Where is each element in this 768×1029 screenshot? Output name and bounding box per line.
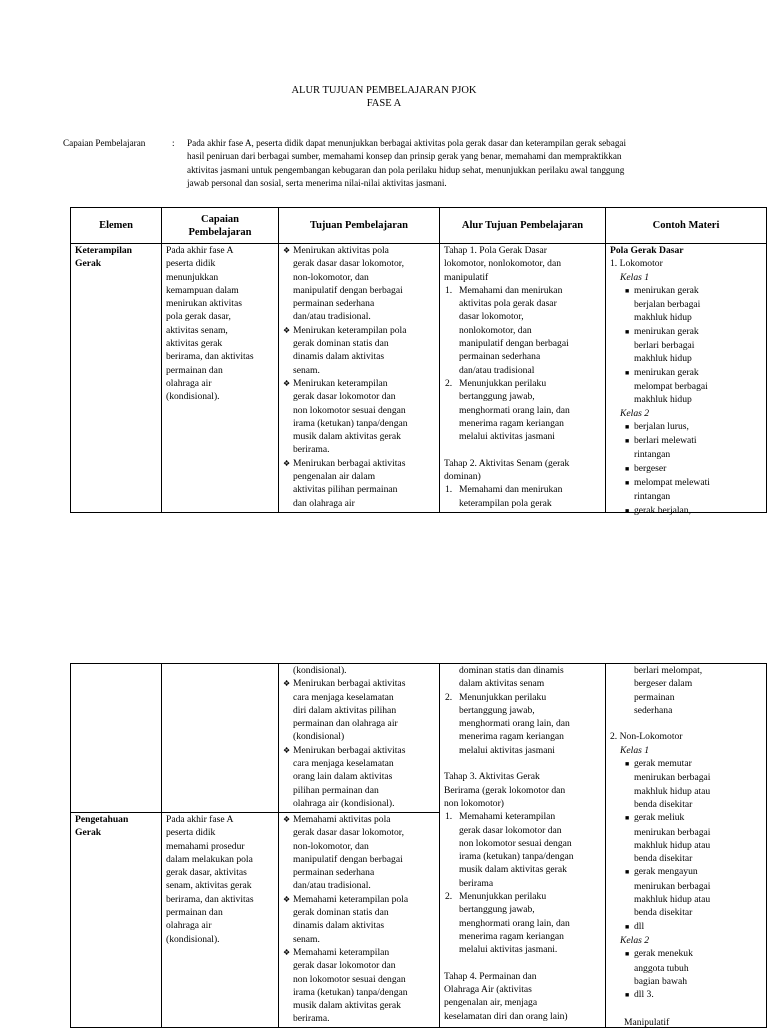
capaian-cell-line: gerak dasar, aktivitas [166, 867, 247, 879]
tujuan-item [283, 744, 435, 757]
tujuan-line: dan/atau tradisional. [293, 880, 371, 892]
tujuan-line: non-lokomotor, dan [293, 840, 369, 852]
tujuan-line: aktivitas pilihan permainan [293, 484, 398, 496]
materi-text: gerak menekuk [634, 948, 693, 960]
materi-item [610, 434, 762, 448]
square-bullet-icon: ■ [625, 922, 630, 931]
alur-line: menghormati orang lain, dan [459, 718, 570, 730]
capaian-cell-line: berirama, dan aktivitas [166, 351, 254, 363]
materi-line: benda disekitar [634, 853, 693, 865]
tujuan-text: Memahami keterampilan [293, 946, 390, 958]
tujuan-line: permainan dan olahraga air [293, 718, 398, 730]
square-bullet-icon: ■ [625, 506, 630, 515]
tujuan-item [283, 377, 435, 390]
capaian-cell-line: permainan dan [166, 907, 223, 919]
alur-heading-line: non lokomotor) [444, 797, 504, 809]
item-number: 1. [445, 284, 453, 296]
alur-heading-line: Berirama (gerak lokomotor dan [444, 784, 566, 796]
tujuan-item [283, 893, 435, 906]
alur-line: berirama [459, 877, 494, 889]
alur-line: menerima ragam keriangan [459, 731, 564, 743]
materi-text: bergeser [634, 462, 667, 474]
alur-item [444, 483, 601, 496]
alur-text: Memahami keterampilan [459, 811, 556, 823]
materi-line: benda disekitar [634, 907, 693, 919]
tujuan-item [283, 677, 435, 690]
cell-tujuan-2 [279, 813, 440, 1028]
cell-tujuan [279, 244, 440, 513]
materi-kelas: Kelas 1 [620, 271, 650, 283]
cell-alur [440, 244, 606, 513]
materi-line: rintangan [634, 491, 671, 503]
materi-line: benda disekitar [634, 798, 693, 810]
cell-tujuan-cont [279, 664, 440, 813]
alur-line: permainan sederhana [459, 351, 541, 363]
materi-text: gerak berjalan, [634, 504, 691, 516]
tujuan-line: (kondisional). [293, 665, 347, 676]
square-bullet-icon: ■ [625, 814, 630, 823]
alur-heading-line: Tahap 3. Aktivitas Gerak [444, 771, 540, 783]
tujuan-line: diri dalam aktivitas pilihan [293, 704, 397, 716]
item-number: 1. [445, 484, 453, 496]
alur-line: manipulatif dengan berbagai [459, 338, 569, 350]
alur-item [444, 377, 601, 390]
elemen-line: Keterampilan [75, 245, 133, 256]
diamond-bullet-icon: ❖ [283, 745, 291, 755]
alur-line: menerima ragam keriangan [459, 417, 564, 429]
alur-item [444, 890, 601, 903]
materi-text: gerak meliuk [634, 812, 685, 824]
materi-line: menirukan berbagai [634, 880, 711, 892]
tujuan-item [283, 813, 435, 826]
materi-kelas: Kelas 2 [620, 934, 650, 946]
tujuan-item [283, 946, 435, 959]
diamond-bullet-icon: ❖ [283, 815, 291, 824]
square-bullet-icon: ■ [625, 464, 630, 473]
capaian-cell-line: (kondisional). [166, 933, 220, 945]
materi-text: melompat melewati [634, 477, 710, 489]
alur-line: keterampilan pola gerak [459, 497, 552, 509]
materi-line: menirukan berbagai [634, 826, 711, 838]
capaian-line: Pada akhir fase A, peserta didik dapat menunjukkan berbagai aktivitas pola gerak dasar dan keterampilan gerak sebagai [187, 138, 627, 148]
alur-line: bertanggung jawab, [459, 391, 535, 403]
spacer [610, 717, 762, 730]
square-bullet-icon: ■ [625, 868, 630, 877]
tujuan-line: cara menjaga keselamatan [293, 758, 394, 770]
capaian-line: jawab personal dan sosial, serta menerima nilai-nilai aktivitas jasmani. [187, 178, 447, 189]
tujuan-text: Menirukan berbagai aktivitas [293, 457, 406, 469]
tujuan-line: cara menjaga keselamatan [293, 691, 394, 703]
cell-contoh-cont [606, 664, 767, 1028]
materi-line: berlari berbagai [634, 340, 695, 352]
tujuan-line: non lokomotor sesuai dengan [293, 404, 406, 416]
tujuan-item [283, 324, 435, 337]
tujuan-line: (kondisional) [293, 731, 345, 743]
diamond-bullet-icon: ❖ [283, 325, 291, 335]
diamond-bullet-icon: ❖ [283, 894, 291, 904]
tujuan-line: orang lain dalam aktivitas [293, 771, 393, 783]
materi-line: makhluk hidup [634, 394, 692, 406]
tujuan-line: pilihan permainan dan [293, 784, 379, 796]
tujuan-line: dan olahraga air [293, 497, 355, 509]
alur-heading-line: Tahap 2. Aktivitas Senam (gerak [444, 457, 570, 469]
tujuan-line: dan/atau tradisional. [293, 311, 371, 323]
tujuan-line: gerak dominan statis dan [293, 907, 389, 919]
alur-line: non lokomotor sesuai dengan [459, 837, 572, 849]
square-bullet-icon: ■ [625, 286, 630, 295]
cell-capaian-cont [162, 664, 279, 813]
capaian-cell-line: menirukan aktivitas [166, 298, 242, 310]
materi-item [610, 920, 762, 934]
tujuan-line: musik dalam aktivitas gerak [293, 431, 401, 443]
capaian-cell-line: menunjukkan [166, 271, 219, 283]
elemen-line: Gerak [75, 258, 102, 270]
alur-heading-line: manipulatif [444, 271, 489, 283]
capaian-cell-line: permainan dan [166, 364, 223, 376]
item-number: 2. [445, 891, 453, 903]
cell-capaian [162, 244, 279, 513]
tujuan-line: gerak dasar lokomotor dan [293, 960, 396, 972]
alur-item [444, 691, 601, 704]
materi-line: melompat berbagai [634, 380, 708, 392]
materi-item [610, 325, 762, 339]
tujuan-line: non lokomotor sesuai dengan [293, 973, 406, 985]
diamond-bullet-icon: ❖ [283, 947, 291, 957]
alur-line: musik dalam aktivitas gerak [459, 864, 567, 876]
capaian-line: aktivitas jasmani untuk pengembangan kebugaran dan pola perilaku hidup sehat, menunjukkan perilaku awal tanggung [187, 164, 625, 175]
capaian-line: hasil peniruan dari berbagai sumber, memahami konsep dan prinsip gerak yang benar, memahami dan mempraktikkan [187, 151, 622, 162]
materi-line: berjalan berbagai [634, 299, 701, 311]
header-tujuan: Tujuan Pembelajaran [279, 208, 440, 244]
alur-line: nonlokomotor, dan [459, 324, 532, 336]
spacer [444, 957, 601, 970]
materi-kelas: Kelas 2 [620, 407, 650, 419]
tujuan-text: Menirukan berbagai aktivitas [293, 744, 406, 756]
square-bullet-icon: ■ [625, 422, 630, 431]
alur-line: menghormati orang lain, dan [459, 404, 570, 416]
alur-heading-line: Tahap 1. Pola Gerak Dasar [444, 245, 547, 256]
materi-text: menirukan gerak [634, 325, 699, 337]
tujuan-line: dinamis dalam aktivitas [293, 351, 385, 363]
tujuan-line: senam. [293, 933, 320, 945]
capaian-cell-line: peserta didik [166, 258, 216, 270]
tujuan-line: senam. [293, 364, 320, 376]
tujuan-line: dinamis dalam aktivitas [293, 920, 385, 932]
materi-line: sederhana [634, 704, 673, 716]
materi-item [610, 865, 762, 879]
materi-subheading: 1. Lokomotor [610, 258, 663, 270]
tujuan-item [283, 244, 435, 257]
tujuan-line: pengenalan air dalam [293, 471, 376, 483]
materi-item [610, 811, 762, 825]
square-bullet-icon: ■ [625, 479, 630, 488]
materi-subheading: 2. Non-Lokomotor [610, 731, 683, 743]
materi-text: menirukan gerak [634, 284, 699, 296]
elemen-line: Pengetahuan [75, 814, 129, 825]
alur-item [444, 810, 601, 823]
alur-line: melalui aktivitas jasmani [459, 431, 555, 443]
alur-text: Memahami dan menirukan [459, 284, 563, 296]
spacer [444, 757, 601, 770]
atp-table-part-1 [70, 207, 767, 516]
materi-item [610, 988, 762, 1002]
capaian-cell-line: (kondisional). [166, 391, 220, 403]
materi-item [610, 366, 762, 380]
header-capaian-line: Pembelajaran [188, 226, 252, 238]
tujuan-line: gerak dominan statis dan [293, 338, 389, 350]
materi-item [610, 476, 762, 490]
capaian-text [187, 137, 707, 191]
capaian-colon: : [172, 138, 175, 148]
alur-line: dominan statis dan dinamis [459, 665, 564, 676]
alur-line: gerak dasar lokomotor dan [459, 824, 562, 836]
materi-line: bergeser dalam [634, 678, 693, 690]
tujuan-line: irama (ketukan) tanpa/dengan [293, 417, 408, 429]
capaian-cell-line: memahami prosedur [166, 840, 245, 852]
materi-line: rintangan [634, 449, 671, 461]
alur-heading-line: dominan) [444, 471, 481, 483]
materi-line: makhluk hidup [634, 312, 692, 324]
materi-line: bagian bawah [634, 975, 688, 987]
materi-line: makhluk hidup [634, 353, 692, 365]
tujuan-item [283, 457, 435, 470]
capaian-cell-line: olahraga air [166, 377, 212, 389]
capaian-cell-line: kemampuan dalam [166, 284, 239, 296]
alur-line: bertanggung jawab, [459, 704, 535, 716]
cell-elemen-cont [71, 664, 162, 813]
tujuan-line: gerak dasar lokomotor dan [293, 391, 396, 403]
square-bullet-icon: ■ [625, 991, 630, 1000]
alur-heading-line: lokomotor, nonlokomotor, dan [444, 258, 562, 270]
tujuan-text: Memahami keterampilan pola [293, 893, 409, 905]
square-bullet-icon: ■ [625, 950, 630, 959]
capaian-cell-line: peserta didik [166, 827, 216, 839]
alur-heading-line: keselamatan diri dan orang lain) [444, 1010, 568, 1022]
header-capaian [162, 208, 279, 244]
alur-line: bertanggung jawab, [459, 904, 535, 916]
tujuan-text: Menirukan keterampilan [293, 377, 388, 389]
alur-line: melalui aktivitas jasmani. [459, 944, 558, 956]
capaian-cell-line: olahraga air [166, 920, 212, 932]
capaian-cell-line: aktivitas gerak [166, 338, 223, 350]
square-bullet-icon: ■ [625, 437, 630, 446]
cell-alur-cont [440, 664, 606, 1028]
capaian-cell-line: dalam melakukan pola [166, 853, 253, 865]
alur-item [444, 284, 601, 297]
tujuan-line: manipulatif dengan berbagai [293, 284, 403, 296]
alur-line: melalui aktivitas jasmani [459, 744, 555, 756]
alur-heading-line: pengenalan air, menjaga [444, 997, 538, 1009]
tujuan-line: berirama. [293, 1013, 330, 1025]
alur-text: Menunjukkan perilaku [459, 377, 547, 389]
materi-line: berlari melompat, [634, 665, 703, 676]
tujuan-text: Memahami aktivitas pola [293, 814, 391, 825]
alur-text: Menunjukkan perilaku [459, 691, 547, 703]
materi-line: makhluk hidup atau [634, 894, 711, 906]
tujuan-text: Menirukan berbagai aktivitas [293, 678, 406, 690]
tujuan-line: manipulatif dengan berbagai [293, 853, 403, 865]
item-number: 2. [445, 377, 453, 389]
materi-text: berjalan lurus, [634, 420, 689, 432]
tujuan-text: Menirukan aktivitas pola [293, 245, 389, 256]
spacer [610, 1002, 762, 1015]
materi-item [610, 504, 762, 518]
header-contoh: Contoh Materi [606, 208, 767, 244]
materi-item [610, 462, 762, 476]
diamond-bullet-icon: ❖ [283, 679, 291, 689]
atp-table-part-2 [70, 663, 767, 1028]
tujuan-line: berirama. [293, 444, 330, 456]
capaian-cell-line: pola gerak dasar, [166, 311, 231, 323]
diamond-bullet-icon: ❖ [283, 378, 291, 388]
alur-text: Menunjukkan perilaku [459, 891, 547, 903]
materi-line: makhluk hidup atau [634, 785, 711, 797]
header-alur: Alur Tujuan Pembelajaran [440, 208, 606, 244]
square-bullet-icon: ■ [625, 327, 630, 336]
tujuan-line: gerak dasar dasar lokomotor, [293, 258, 404, 270]
materi-text: dll [634, 920, 645, 932]
elemen-line: Gerak [75, 827, 102, 839]
square-bullet-icon: ■ [625, 760, 630, 769]
item-number: 1. [445, 811, 453, 823]
diamond-bullet-icon: ❖ [283, 246, 291, 255]
alur-line: irama (ketukan) tanpa/dengan [459, 851, 574, 863]
materi-title: Pola Gerak Dasar [610, 245, 684, 256]
materi-text: dll 3. [634, 989, 654, 1001]
diamond-bullet-icon: ❖ [283, 458, 291, 468]
alur-line: dasar lokomotor, [459, 311, 524, 323]
spacer [444, 443, 601, 456]
materi-item [610, 420, 762, 434]
capaian-cell-line: aktivitas senam, [166, 324, 228, 336]
tujuan-line: permainan sederhana [293, 867, 375, 879]
materi-item [610, 757, 762, 771]
materi-text: menirukan gerak [634, 366, 699, 378]
tujuan-line: irama (ketukan) tanpa/dengan [293, 986, 408, 998]
materi-text: gerak mengayun [634, 866, 698, 878]
header-capaian-line: Capaian [201, 213, 239, 225]
item-number: 2. [445, 691, 453, 703]
alur-text: Memahami dan menirukan [459, 484, 563, 496]
alur-line: menerima ragam keriangan [459, 930, 564, 942]
materi-text: berlari melewati [634, 435, 697, 447]
capaian-label: Capaian Pembelajaran [63, 138, 146, 148]
materi-item [610, 947, 762, 961]
materi-kelas: Kelas 1 [620, 744, 650, 756]
tujuan-text: Menirukan keterampilan pola [293, 324, 407, 336]
cell-elemen-2 [71, 813, 162, 1028]
cell-elemen [71, 244, 162, 513]
alur-line: menghormati orang lain, dan [459, 917, 570, 929]
header-elemen: Elemen [71, 208, 162, 244]
capaian-cell-line: senam, aktivitas gerak [166, 880, 252, 892]
document-title: ALUR TUJUAN PEMBELAJARAN PJOK [291, 85, 477, 96]
tujuan-line: musik dalam aktivitas gerak [293, 1000, 401, 1012]
tujuan-line: olahraga air (kondisional). [293, 797, 395, 809]
materi-subheading: Manipulatif [624, 1016, 670, 1028]
materi-line: anggota tubuh [634, 962, 689, 974]
tujuan-line: permainan sederhana [293, 298, 375, 310]
alur-heading-line: Olahraga Air (aktivitas [444, 984, 532, 996]
square-bullet-icon: ■ [625, 368, 630, 377]
tujuan-line: gerak dasar dasar lokomotor, [293, 827, 404, 839]
materi-text: gerak memutar [634, 758, 692, 770]
document-subtitle: FASE A [366, 98, 402, 109]
alur-line: dalam aktivitas senam [459, 678, 545, 690]
tujuan-line: non-lokomotor, dan [293, 271, 369, 283]
alur-line: dan/atau tradisional [459, 364, 535, 376]
materi-line: permainan [634, 691, 675, 703]
alur-line: aktivitas pola gerak dasar [459, 298, 557, 310]
materi-line: makhluk hidup atau [634, 839, 711, 851]
alur-heading-line: Tahap 4. Permainan dan [444, 970, 537, 982]
materi-line: menirukan berbagai [634, 772, 711, 784]
capaian-cell-line: Pada akhir fase A [166, 814, 234, 825]
cell-capaian-2 [162, 813, 279, 1028]
cell-contoh [606, 244, 767, 516]
materi-item [610, 284, 762, 298]
capaian-cell-line: berirama, dan aktivitas [166, 893, 254, 905]
capaian-cell-line: Pada akhir fase A [166, 245, 234, 256]
